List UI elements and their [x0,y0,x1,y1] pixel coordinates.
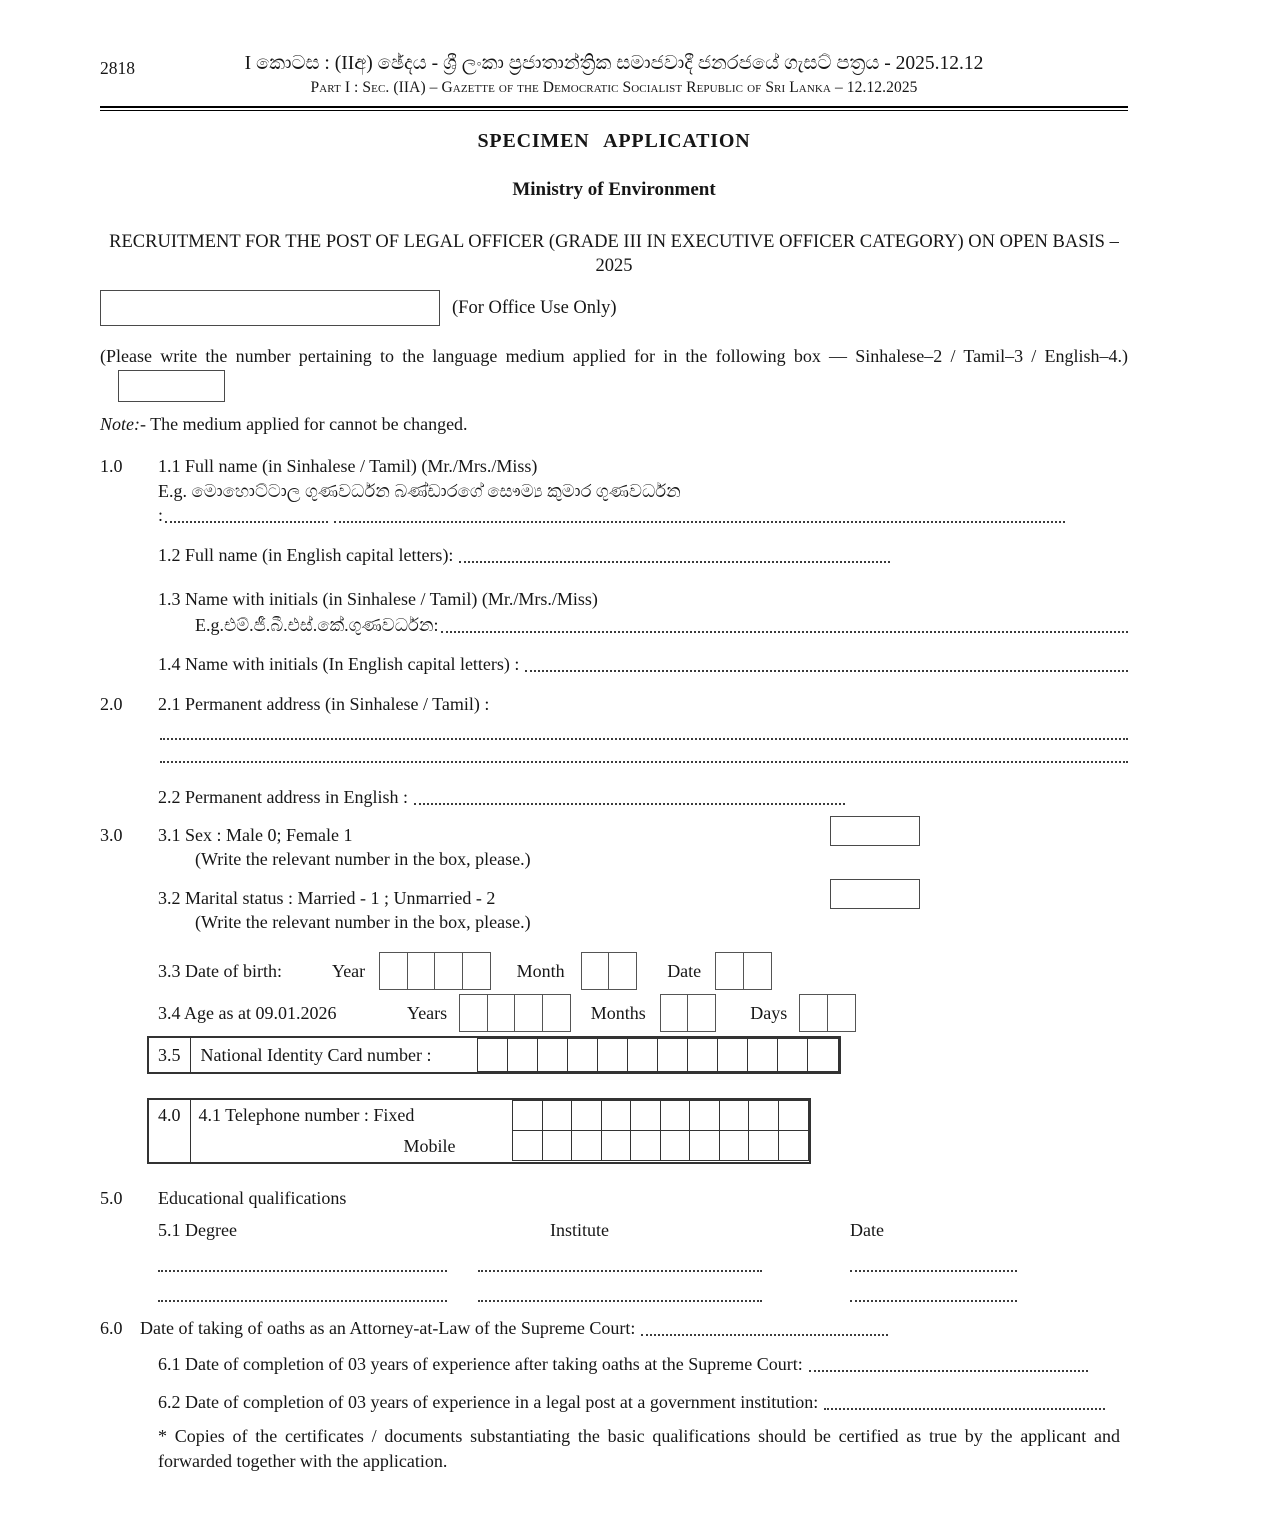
section-3 [100,823,1128,1034]
sex-input-box[interactable] [830,816,920,846]
char-cell[interactable] [487,994,516,1032]
date-cells [715,952,772,990]
nic-row-number: 3.5 [149,1038,191,1072]
char-cell[interactable] [657,1038,689,1072]
year-cells [379,952,491,990]
education-fill-row [158,1254,1128,1276]
char-cell[interactable] [687,1038,719,1072]
date-label: Date [667,961,702,981]
char-cell[interactable] [689,1100,720,1131]
field-1-1-example: E.g. මොහොට්ටාල ගුණවර්ධන බණ්ඩාරගේ සෞම්‍ය කුමාර ගුණවර්ධන [158,481,681,501]
field-3-3-row [158,950,1128,992]
field-1-1-colon: : [158,505,164,525]
char-cell[interactable] [542,1100,573,1131]
days-cells [799,994,856,1032]
telephone-table [147,1098,811,1164]
field-3-3-label: 3.3 Date of birth: [158,961,282,981]
section-6-number: 6.0 [100,1318,123,1338]
marital-status-input-box[interactable] [830,879,920,909]
char-cell[interactable] [459,994,488,1032]
char-cell[interactable] [719,1100,750,1131]
certificates-footnote: * Copies of the certificates / documents substantiating the basic qualifications should be certified as true by the applicant and forwarded together with the application. [158,1426,1120,1471]
field-3-1-label: 3.1 Sex : Male 0; Female 1 [158,825,353,845]
fill-line[interactable] [158,1270,447,1272]
telephone-mobile-label: Mobile [403,1136,456,1156]
char-cell[interactable] [542,994,571,1032]
field-1-2-label: 1.2 Full name (in English capital letters): [158,545,454,565]
address-fill-row-2 [158,744,1128,767]
field-1-1-fill-row [158,505,1065,527]
months-cells [660,994,717,1032]
char-cell[interactable] [407,952,436,990]
note-text: The medium applied for cannot be changed. [150,414,468,434]
office-use-box[interactable] [100,290,440,326]
masthead [100,50,1128,99]
field-3-2-label: 3.2 Marital status : Married - 1 ; Unmarried - 2 [158,888,496,908]
fill-line[interactable] [441,631,1128,633]
char-cell[interactable] [807,1038,839,1072]
ministry-title: Ministry of Environment [512,179,716,200]
nic-cells [479,1038,839,1072]
field-1-2-row [158,543,890,567]
char-cell[interactable] [715,952,744,990]
field-3-2-block [158,886,1128,934]
telephone-mobile-cells [514,1130,809,1161]
date-column-header: Date [850,1220,884,1240]
field-3-1-note: (Write the relevant number in the box, please.) [195,849,531,869]
fill-line[interactable] [160,761,1128,763]
char-cell[interactable] [777,1038,809,1072]
char-cell[interactable] [827,994,856,1032]
section-6 [100,1316,1128,1474]
page-number: 2818 [100,58,135,78]
degree-column-header: 5.1 Degree [158,1220,237,1240]
education-fill-row [158,1284,1128,1306]
fill-line[interactable] [850,1300,1017,1302]
office-use-row [100,290,1128,326]
education-header-row [158,1218,1128,1242]
fill-line[interactable] [824,1408,1105,1410]
field-1-3-example: E.g.එම්.ජී.බී.එස්.කේ.ගුණවර්ධන: [195,615,439,635]
field-3-4-label: 3.4 Age as at 09.01.2026 [158,1003,337,1023]
telephone-labels [191,1100,514,1162]
char-cell[interactable] [660,994,689,1032]
char-cell[interactable] [601,1130,632,1161]
month-cells [581,952,638,990]
char-cell[interactable] [778,1100,809,1131]
field-1-3-label: 1.3 Name with initials (in Sinhalese / Tamil) (Mr./Mrs./Miss) [158,589,598,609]
gazette-title-sinhala: I කොටස : (IIඅ) ඡේදය - ශ්‍රී ලංකා ප්‍රජාතාන්ත්‍රික සමාජවාදී ජනරජයේ ගැසට් පත්‍රය - 2025.12.12 [244,53,984,74]
field-1-4-label: 1.4 Name with initials (In English capital letters) : [158,654,520,674]
char-cell[interactable] [748,1100,779,1131]
recruitment-title: RECRUITMENT FOR THE POST OF LEGAL OFFICER (GRADE III IN EXECUTIVE OFFICER CATEGORY) ON OPEN BASIS – 2025 [109,232,1119,276]
char-cell[interactable] [379,952,408,990]
char-cell[interactable] [687,994,716,1032]
fill-line[interactable] [525,670,1128,672]
char-cell[interactable] [477,1038,509,1072]
field-1-1-label: 1.1 Full name (in Sinhalese / Tamil) (Mr./Mrs./Miss) [158,456,538,476]
fill-line[interactable] [158,1300,447,1302]
address-fill-row-1 [158,721,1128,744]
char-cell[interactable] [608,952,637,990]
language-medium-box[interactable] [118,370,225,402]
char-cell[interactable] [567,1038,599,1072]
fill-line[interactable] [459,561,890,563]
char-cell[interactable] [747,1038,779,1072]
fill-line[interactable] [850,1270,1017,1272]
specimen-title: SPECIMEN APPLICATION [477,130,751,152]
institute-column-header: Institute [550,1220,609,1240]
char-cell[interactable] [630,1100,661,1131]
char-cell[interactable] [571,1100,602,1131]
section-3-number: 3.0 [100,825,123,845]
fill-line[interactable] [165,521,328,523]
char-cell[interactable] [507,1038,539,1072]
section-5-number: 5.0 [100,1188,123,1208]
note-label: Note:- [100,414,146,434]
char-cell[interactable] [660,1130,691,1161]
years-label: Years [407,1003,448,1023]
telephone-fixed-label: 4.1 Telephone number : Fixed [198,1105,415,1125]
char-cell[interactable] [748,1130,779,1161]
field-2-2-row [158,785,845,809]
fill-line[interactable] [414,803,845,805]
section-1 [100,454,1128,676]
section-2-number: 2.0 [100,694,123,714]
section-4-number: 4.0 [149,1100,191,1162]
char-cell[interactable] [717,1038,749,1072]
char-cell[interactable] [434,952,463,990]
field-1-3-example-row [195,611,1128,637]
fill-line[interactable] [478,1300,762,1302]
char-cell[interactable] [719,1130,750,1161]
field-6-2-label: 6.2 Date of completion of 03 years of experience in a legal post at a government institution: [158,1392,819,1412]
char-cell[interactable] [512,1100,543,1131]
char-cell[interactable] [581,952,610,990]
fill-line[interactable] [334,521,1065,523]
telephone-fixed-cells [514,1100,809,1131]
month-label: Month [516,961,565,981]
section-5-title: Educational qualifications [158,1188,347,1208]
char-cell[interactable] [601,1100,632,1131]
field-3-1-block [158,823,1128,871]
char-cell[interactable] [627,1038,659,1072]
char-cell[interactable] [743,952,772,990]
char-cell[interactable] [660,1100,691,1131]
days-label: Days [750,1003,788,1023]
telephone-cells [514,1100,809,1162]
char-cell[interactable] [571,1130,602,1161]
char-cell[interactable] [799,994,828,1032]
field-3-4-row [158,992,1128,1034]
months-label: Months [590,1003,646,1023]
char-cell[interactable] [537,1038,569,1072]
years-cells [459,994,571,1032]
field-6-1-row [158,1352,1088,1376]
char-cell[interactable] [597,1038,629,1072]
gazette-title-english: Part I : Sec. (IIA) – Gazette of the Democratic Socialist Republic of Sri Lanka – 12.12.2025 [310,79,918,96]
char-cell[interactable] [778,1130,809,1161]
language-instruction-text: (Please write the number pertaining to the language medium applied for in the following box — Sinhalese–2 / Tamil–3 / English–4.) [100,346,1128,366]
nic-label: National Identity Card number : [200,1045,432,1065]
fill-line[interactable] [478,1270,762,1272]
char-cell[interactable] [514,994,543,1032]
field-3-2-note: (Write the relevant number in the box, please.) [195,912,531,932]
field-6-0-row [140,1316,888,1340]
office-use-label: (For Office Use Only) [452,298,617,318]
section-1-number: 1.0 [100,456,123,476]
section-2 [100,692,1128,809]
header-rule [100,106,1128,111]
fill-line[interactable] [641,1334,888,1336]
field-1-4-row [158,652,1128,676]
char-cell[interactable] [542,1130,573,1161]
field-2-1-label: 2.1 Permanent address (in Sinhalese / Tamil) : [158,694,490,714]
year-label: Year [332,961,366,981]
field-6-2-row [158,1390,1105,1414]
note-row [100,412,1128,436]
field-6-1-label: 6.1 Date of completion of 03 years of experience after taking oaths at the Supreme Court: [158,1354,803,1374]
char-cell[interactable] [512,1130,543,1161]
fill-line[interactable] [160,738,1128,740]
char-cell[interactable] [689,1130,720,1161]
section-5 [100,1186,1128,1306]
field-6-0-label: Date of taking of oaths as an Attorney-at-Law of the Supreme Court: [140,1318,636,1338]
language-instruction-paragraph [100,344,1128,402]
field-2-2-label: 2.2 Permanent address in English : [158,787,408,807]
char-cell[interactable] [630,1130,661,1161]
fill-line[interactable] [809,1370,1088,1372]
char-cell[interactable] [462,952,491,990]
nic-table [147,1036,841,1074]
